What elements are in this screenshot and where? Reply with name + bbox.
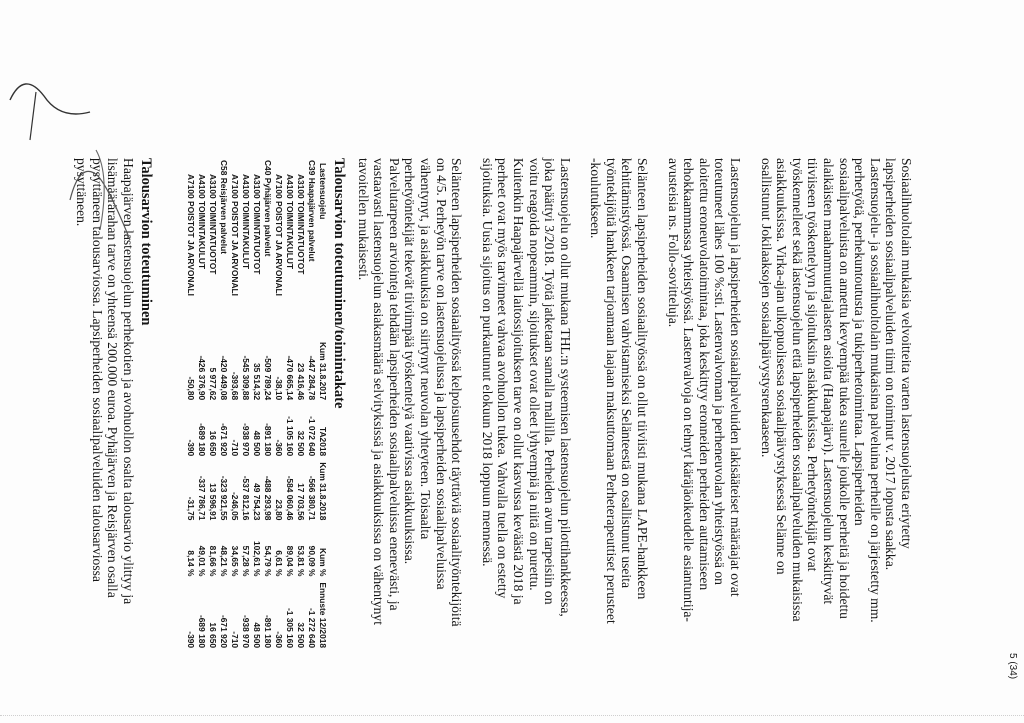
row-label: A7100 POISTOT JA ARVONALI: [230, 174, 240, 296]
table-cell: -566 380,71: [307, 475, 317, 521]
table-cell: -488 293,98: [263, 475, 273, 521]
table-cell: -447 284,78: [307, 355, 317, 401]
table-cell: 49 754,23: [252, 483, 262, 521]
table-cell: 89,04 %: [285, 545, 295, 577]
table-cell: -545 309,88: [241, 355, 251, 401]
table-cell: -390: [186, 631, 196, 649]
table-cell: 54,79 %: [263, 545, 273, 577]
table-cell: -470 665,14: [285, 355, 295, 401]
table-cell: 17 703,56: [296, 483, 306, 521]
table-cell: 53,81 %: [296, 545, 306, 577]
table-cell: -393,68: [230, 371, 240, 401]
paragraph: Haapajärven lastensuojelun perhekotien ja avohuollon osalta talousarvio ylittyy ja lisämäärärahan tarve on yhteensä 200.000 euroa. Pyhäjärven ja Reisjärven osalla pysyttäneen talousarviossa. Lapsiperheiden sosiaalipalveluiden talousarviossa pysyttäneen.: [74, 158, 136, 605]
row-label: A4100 TOIMINTAKULUT: [241, 174, 251, 270]
table-cell: -509 789,24: [263, 355, 273, 401]
table-cell: -360: [274, 631, 284, 649]
summary-heading: Talousarvion toteutuminen: [138, 158, 154, 326]
table-cell: 32 500: [296, 622, 306, 649]
row-label: A3100 TOIMINTATUOTOT: [208, 174, 218, 275]
table-cell: 48 500: [252, 430, 262, 457]
table-cell: 35 514,32: [252, 362, 262, 401]
column-header: Lastensuojelu: [318, 163, 328, 220]
table-cell: -50,80: [186, 376, 196, 401]
table-cell: -938 970: [241, 423, 251, 457]
table-cell: -710: [230, 631, 240, 649]
row-label: C58 Reisjärven palvelut: [219, 160, 229, 255]
column-header: Kum 31.8.2018: [318, 462, 328, 521]
table-cell: 16 650: [208, 430, 218, 457]
table-cell: -1 305 160: [285, 607, 295, 649]
column-header: Ennuste 12/2018: [318, 582, 328, 649]
paragraph: Selänteen lapsiperheiden sosiaalityössä on ollut tiiviisti mukana LAPE-hankkeen kehittämistyössä. Osaamisen vahvistamiseksi Selänteestä on osallistunut useita työntekijöitä hankkeen tarjoamaan laajaan maksuttomaan Perheterapeuttiset perusteet -koulutukseen.: [588, 158, 651, 624]
table-cell: 5 977,62: [208, 367, 218, 401]
column-header: Kum %: [318, 548, 328, 577]
row-label: C40 Pyhäjärven palvelut: [263, 160, 273, 257]
table-cell: -420 449,08: [219, 355, 229, 401]
table-cell: -938 970: [241, 614, 251, 649]
row-label: A7100 POISTOT JA ARVONALI: [274, 174, 284, 296]
paragraph: Sosiaalihuoltolain mukaisia velvoitteita varten lastensuojelusta eriytetty lapsiperheiden sosiaalipalveluiden tiimi on toiminut v. 2017 lopusta saakka. Lastensuojelu- ja sosiaalihuoltolain mukaisina palveluina perheille on järjestetty mm. perhetyötä, perhekuntoutusta ja tukiperhetoimintaa. Lapsiperheiden sosiaalipalveluista on annettu kevyempää tukea suurelle joukolle perheitä ja hoidettu alaikäisten maahanmuuttajalasten asioita (Haapajärvi). Lastensuojelun keskittyvät tiiviiseen työskentelyyn ja sijoituksiin asiakkuuksissa. Perhetyöntekijät ovat työskennelleet sekä lastensuojelun että lapsiperheiden sosiaalipalveluiden mukaisissa asiakkuuksissa. Virka-ajan ulkopuolisessa sosiaalipäivystyksessä Selänne on osallistunut Jokilaaksojen sosiaalipäivystysrenkaaseen.: [758, 158, 914, 623]
table-cell: -689 180: [197, 423, 207, 457]
table-cell: -1 105 160: [285, 416, 295, 457]
table-cell: -710: [230, 439, 240, 457]
table-cell: -671 920: [219, 423, 229, 457]
table-cell: -390: [186, 439, 196, 457]
row-label: A3100 TOIMINTATUOTOT: [252, 174, 262, 275]
column-header: Kum 31.8.2017: [318, 342, 328, 401]
table-cell: -1 272 640: [307, 607, 317, 649]
table-cell: 81,66 %: [208, 545, 218, 577]
table-cell: -31,75: [186, 496, 196, 521]
table-cell: 6,61 %: [274, 550, 284, 577]
row-label: A3100 TOIMINTATUOTOT: [296, 174, 306, 275]
table-cell: 49,01 %: [197, 545, 207, 577]
table-cell: 102,61 %: [252, 541, 262, 577]
table-cell: 32 500: [296, 430, 306, 457]
table-cell: 57,28 %: [241, 545, 251, 577]
table-cell: -246,05: [230, 492, 240, 521]
table-cell: -584 060,46: [285, 475, 295, 521]
table-cell: -38,10: [274, 376, 284, 401]
table-cell: 13 596,91: [208, 483, 218, 521]
scan-edge: [0, 715, 1024, 717]
row-label: A7100 POISTOT JA ARVONALI: [186, 174, 196, 296]
table-cell: 48 500: [252, 622, 262, 649]
paragraph: Lastensuojelun ja lapsiperheiden sosiaalipalveluiden lakisääteiset määräajat ovat toteutuneet lähes 100 %:sti. Lastenvalvoman ja perheneuvolan yhteistyössä on aloitettu eroneuvolatoimintaa, joka keskittyy eronneiden perheiden auttamiseen tehokkaammassa yhteistyössä. Lastenvalvoja on tehnyt käräjäoikeudelle asiantuntija-avusteisia ns. Follo-sovitteluja.: [665, 158, 744, 622]
table-cell: 48,21 %: [219, 545, 229, 577]
table-cell: 8,14 %: [186, 550, 196, 577]
table-cell: 23,80: [274, 499, 284, 521]
table-cell: -337 786,71: [197, 475, 207, 521]
table-cell: -689 180: [197, 614, 207, 649]
table-cell: -891 180: [263, 423, 273, 457]
table-cell: 23 416,46: [296, 362, 306, 401]
table-cell: 34,65 %: [230, 545, 240, 577]
row-label: A4100 TOIMINTAKULUT: [285, 174, 295, 270]
table-cell: -360: [274, 439, 284, 457]
table-heading: Talousarvion toteutuminen/toimintakate: [331, 158, 347, 409]
table-cell: 16 650: [208, 622, 218, 649]
column-header: TA2018: [318, 427, 328, 457]
table-cell: -537 812,16: [241, 475, 251, 521]
paragraph: Selänteen lapsiperheiden sosiaalityössä kelpoisuusehdot täyttäviä sosiaalityöntekijöitä on 4/5. Perheyön tarve on lastensuojelussa ja lapsiperheiden sosiaalipalveluissa vähentynyt, ja asiakkuuksia on siirtynyt neuvolan yhteyteen. Toisaalta perhetyöntekijät tekevät tiiviimpää työskentelyä vaativissa asiakkuuksissa. Palvelutarpeen arviointeja tehdään lapsiperheiden sosiaalipalveluissa enenevästi, ja vastaavasti lastensuojelun asiakasmäärä selvityksissä ja asiakkuuksissa on vähentynyt tavoitellen mukaisesti.: [355, 158, 465, 627]
table-cell: -891 180: [263, 614, 273, 649]
row-label: A4100 TOIMINTAKULUT: [197, 174, 207, 270]
table-cell: -671 920: [219, 614, 229, 649]
table-cell: 90,09 %: [307, 545, 317, 577]
row-label: C39 Haapajärven palvelut: [307, 160, 317, 262]
page-number: 5 (34): [1007, 653, 1018, 680]
table-cell: -1 072 640: [307, 416, 317, 457]
table-cell: -323 921,55: [219, 475, 229, 521]
table-cell: -426 376,90: [197, 355, 207, 401]
paragraph: Lastensuojelu on ollut mukana THL:n systeemisen lastensuojelun pilottihankkeessa, joka päättyi 3/2018. Työtä jatketaan samalla mallilla. Perheiden avun tarpeisiin on voitu reagoida nopeammin, sijoitukset ovat olleet lyhyempiä ja niitä on purettu. Kuitenkin Haapajärvellä laitossijoituksen tarve on ollut kasvussa keväästä 2018 ja perheet ovat myös tarvinneet vahvaa avohuollon tukea. Vahvalla tuella on estetty sijoituksia. Uusia sijoitus on purkautunut elokuun 2018 loppuun mennessä.: [479, 158, 573, 617]
